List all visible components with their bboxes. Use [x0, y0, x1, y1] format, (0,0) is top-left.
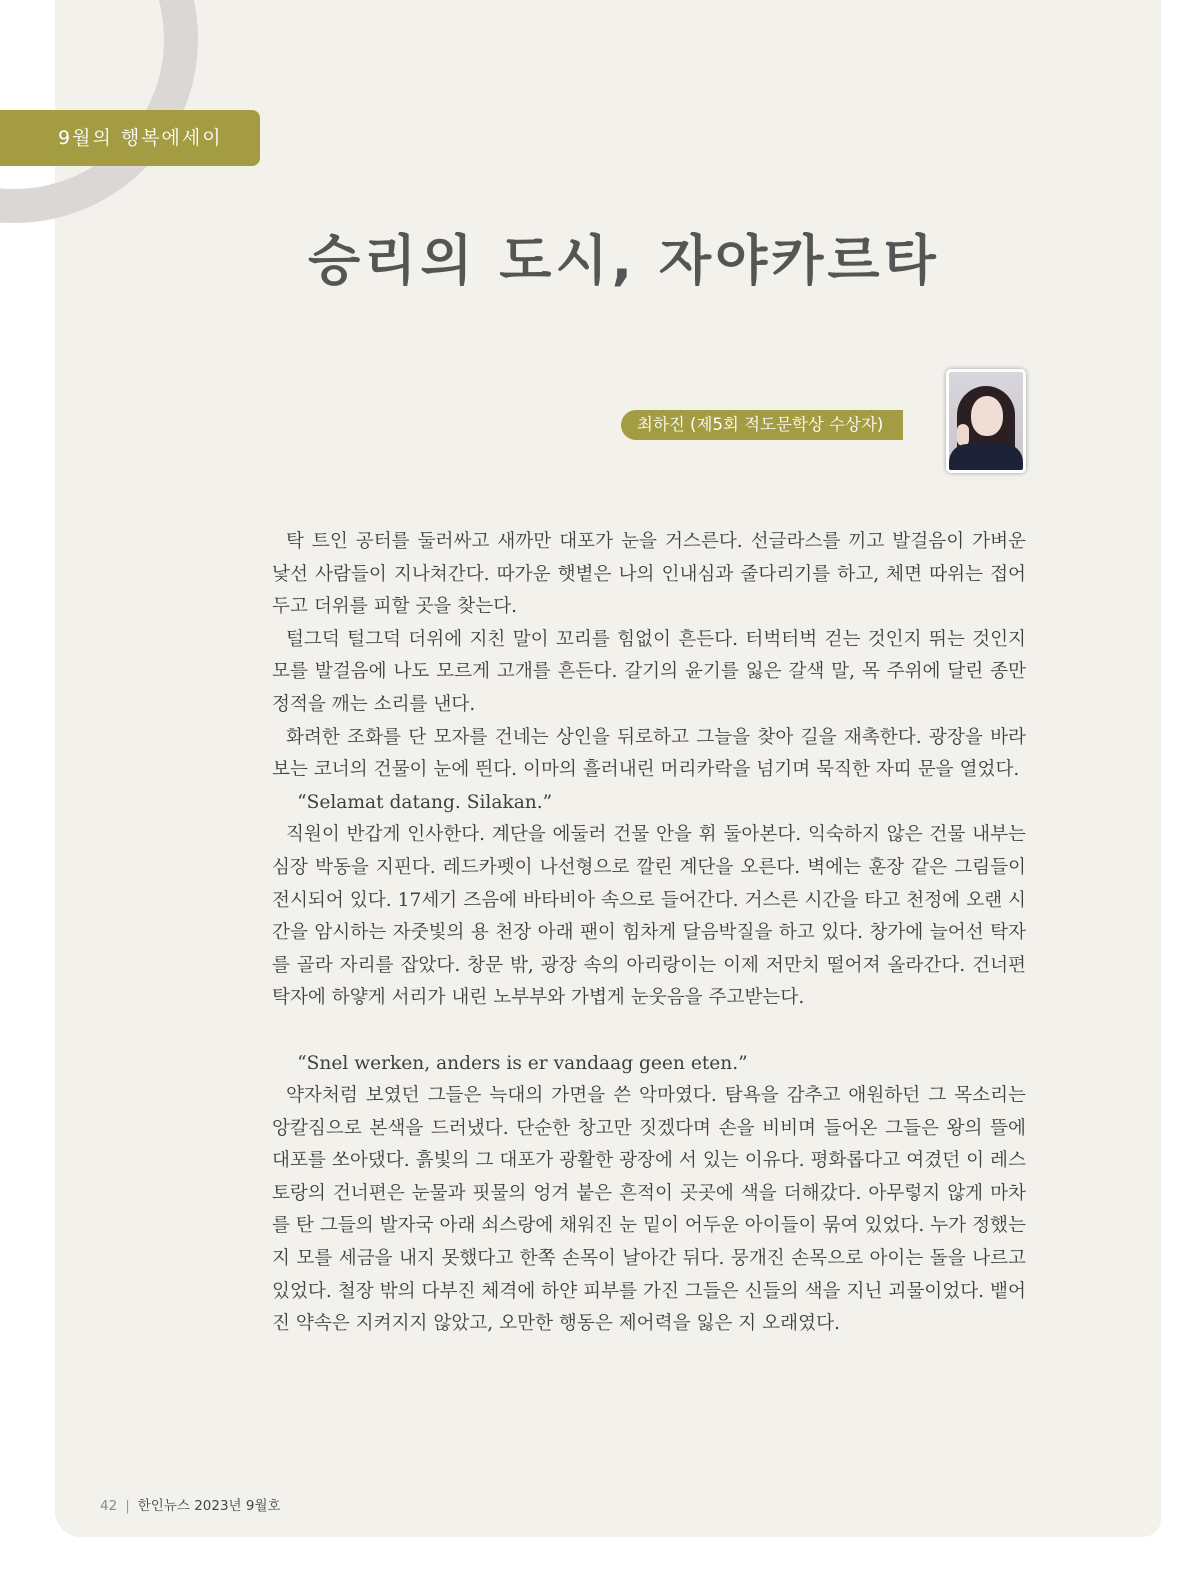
page-number: 42	[100, 1498, 118, 1514]
paragraph: 탁 트인 공터를 둘러싸고 새까만 대포가 눈을 거스른다. 선글라스를 끼고 발걸음이 가벼운 낯선 사람들이 지나쳐간다. 따가운 햇볕은 나의 인내심과 줄다리기를 하고, 체면 따위는 접어두고 더위를 피할 곳을 찾는다.	[272, 531, 1026, 618]
portrait-body	[949, 444, 1023, 470]
paragraph: 털그덕 털그덕 더위에 지친 말이 꼬리를 힘없이 흔든다. 터벅터벅 걷는 것인지 뛰는 것인지 모를 발걸음에 나도 모르게 고개를 흔든다. 갈기의 윤기를 잃은 갈색 말, 목 주위에 달린 종만 정적을 깨는 소리를 낸다.	[272, 628, 1026, 715]
quote-line: “Snel werken, anders is er vandaag geen eten.”	[297, 1052, 748, 1074]
article-body	[272, 526, 1026, 1341]
quote-line: “Selamat datang. Silakan.”	[297, 791, 553, 813]
paragraph: 직원이 반갑게 인사한다. 계단을 에둘러 건물 안을 휘 둘아본다. 익숙하지 않은 건물 내부는 심장 박동을 지핀다. 레드카펫이 나선형으로 깔린 계단을 오른다. 벽에는 훈장 같은 그림들이 전시되어 있다. 17세기 즈음에 바타비아 속으로 들어간다. 거스른 시간을 타고 천정에 오랜 시간을 암시하는 자줏빛의 용 천장 아래 팬이 힘차게 달음박질을 하고 있다. 창가에 늘어선 탁자를 골라 자리를 잡았다. 창문 밖, 광장 속의 아리랑이는 이제 저만치 떨어져 올라간다. 건너편 탁자에 하얗게 서리가 내린 노부부와 가볍게 눈웃음을 주고받는다.	[272, 824, 1026, 1009]
portrait-face	[971, 396, 1003, 436]
article-title: 승리의 도시, 자야카르타	[308, 229, 940, 292]
portrait-hand	[957, 424, 969, 446]
publication-name: 한인뉴스 2023년 9월호	[137, 1498, 281, 1514]
author-badge: 최하진 (제5회 적도문학상 수상자)	[621, 410, 903, 440]
section-tab: 9월의 행복에세이	[0, 110, 260, 166]
paragraph: 약자처럼 보였던 그들은 늑대의 가면을 쓴 악마였다. 탐욕을 감추고 애원하던 그 목소리는 앙칼짐으로 본색을 드러냈다. 단순한 창고만 짓겠다며 손을 비비며 들어온 그들은 왕의 뜰에 대포를 쏘아댔다. 흙빛의 그 대포가 광활한 광장에 서 있는 이유다. 평화롭다고 여겼던 이 레스토랑의 건너편은 눈물과 핏물의 엉겨 붙은 흔적이 곳곳에 색을 더해갔다. 아무렇지 않게 마차를 탄 그들의 발자국 아래 쇠스랑에 채워진 눈 밑이 어두운 아이들이 묶여 있었다. 누가 정했는지 모를 세금을 내지 못했다고 한쪽 손목이 날아간 뒤다. 뭉개진 손목으로 아이는 돌을 나르고 있었다. 철장 밖의 다부진 체격에 하얀 피부를 가진 그들은 신들의 색을 지닌 괴물이었다. 뱉어진 약속은 지켜지지 않았고, 오만한 행동은 제어력을 잃은 지 오래였다.	[272, 1085, 1026, 1335]
author-portrait	[946, 369, 1026, 473]
footer-separator: |	[125, 1498, 130, 1514]
paragraph: 화려한 조화를 단 모자를 건네는 상인을 뒤로하고 그늘을 찾아 길을 재촉한다. 광장을 바라보는 코너의 건물이 눈에 띈다. 이마의 흘러내린 머리카락을 넘기며 묵직한 자띠 문을 열었다.	[272, 726, 1026, 781]
page-footer	[100, 1494, 281, 1514]
paragraph-gap	[272, 1015, 1026, 1048]
